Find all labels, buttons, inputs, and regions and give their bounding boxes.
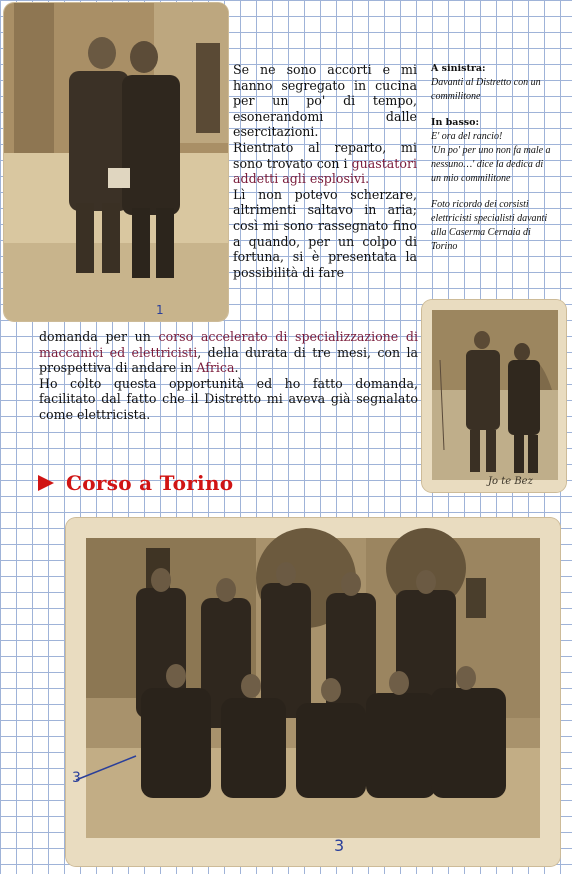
paragraph-domanda-start: domanda per un [39, 329, 159, 344]
paragraph-kitchen: Se ne sono accorti e mi hanno segregato in cucina per un po' di tempo, esonerandomi dalle esercitazioni. [233, 62, 417, 140]
paragraph-reparto: Rientrato al reparto, mi sono trovato con i [233, 139, 417, 171]
paragraph-domanda-end: . [234, 360, 239, 376]
play-arrow-icon [38, 475, 54, 491]
paragraph-possibilita: Lì non potevo scherzare, altrimenti saltavo in aria; così mi sono rassegnato fino a quando, per un colpo di fortuna, si è presentata la possibilità di fare [233, 186, 417, 280]
highlight-corso: corso accelerato di specializzazione di maccanici ed elettricisti [39, 329, 418, 360]
photo-annotation-left: 3 [72, 770, 81, 786]
photo-soldiers-rancio [422, 300, 566, 492]
section-title: Corso a Torino [66, 471, 234, 495]
photo-annotation-bottom: 3 [334, 836, 345, 855]
body-text-lower [39, 329, 418, 423]
caption-left-text: Davanti al Distretto con un commilitone [431, 77, 541, 102]
photo-group-corsisti [66, 518, 560, 866]
photo-signature: Jo te Bez [488, 476, 533, 487]
paragraph-domanda-middle: , della durata di tre mesi, con la prospettiva di andare in [39, 344, 419, 376]
highlight-guastatori: guastatori addetti agli esplosivi. [233, 155, 417, 187]
photo-two-soldiers [4, 3, 228, 321]
section-heading [38, 468, 233, 498]
caption-below-heading: In basso: [431, 117, 479, 128]
paragraph-opportunita: Ho colto questa opportunità ed ho fatto domanda, facilitato dal fatto che il Distretto mi aveva già segnalato come elettricista. [39, 375, 418, 422]
caption-left-heading: A sinistra: [431, 63, 486, 74]
highlight-africa: Africa [196, 360, 235, 376]
body-text-upper [233, 62, 417, 280]
caption-sidebar [431, 62, 555, 254]
caption-photo-text: Foto ricordo dei corsisti elettricisti specialisti davanti alla Caserma Cernaia di Torino [431, 199, 548, 252]
caption-below-line-1: E' ora del rancio! [431, 131, 503, 142]
photo-annotation: 1 [156, 303, 164, 317]
caption-below-line-2: 'Un po' per uno non fa male a nessuno…' dice la dedica di un mio commilitone [431, 145, 551, 184]
